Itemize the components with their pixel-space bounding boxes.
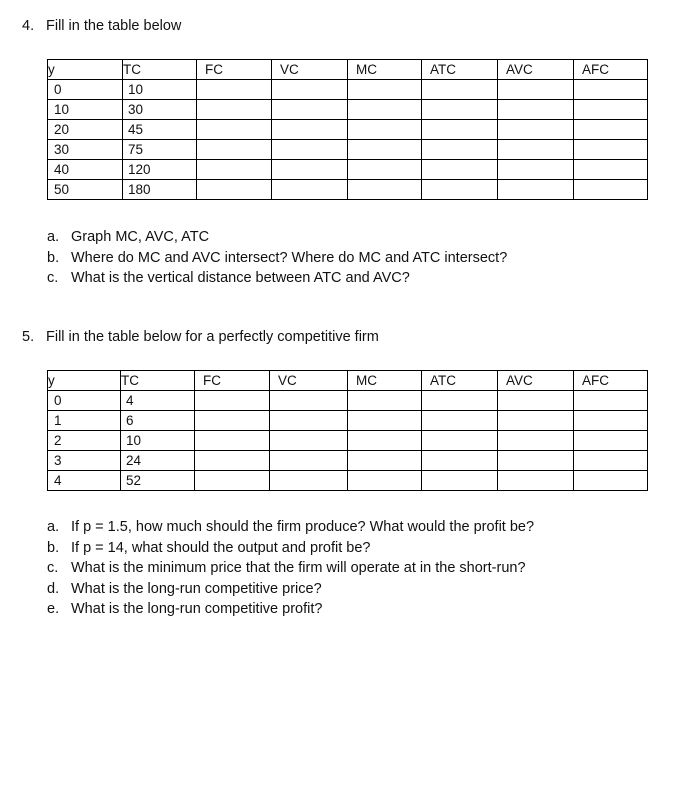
blank-cell (422, 140, 498, 160)
blank-cell (422, 451, 498, 471)
q5-title (22, 329, 379, 345)
blank-cell (272, 140, 348, 160)
column-header: AVC (498, 60, 574, 80)
blank-cell (574, 471, 648, 491)
blank-cell (422, 431, 498, 451)
blank-cell (272, 180, 348, 200)
blank-cell (348, 120, 422, 140)
blank-cell (348, 391, 422, 411)
blank-cell (498, 160, 574, 180)
column-header: y (48, 60, 123, 80)
blank-cell (422, 80, 498, 100)
table-row (48, 160, 648, 180)
question-part (47, 558, 534, 579)
q4-title-text: Fill in the table below (46, 18, 182, 34)
column-header: MC (348, 60, 422, 80)
q5-parts (47, 517, 534, 620)
blank-cell (574, 451, 648, 471)
blank-cell (498, 80, 574, 100)
q4-table-body (48, 60, 648, 200)
blank-cell (270, 391, 348, 411)
blank-cell (574, 391, 648, 411)
table-row (48, 391, 648, 411)
part-label: c. (47, 560, 59, 576)
blank-cell (422, 160, 498, 180)
blank-cell (348, 471, 422, 491)
question-part (47, 268, 507, 289)
tc-cell: 24 (121, 451, 195, 471)
blank-cell (498, 100, 574, 120)
blank-cell (574, 160, 648, 180)
column-header: VC (270, 371, 348, 391)
blank-cell (574, 80, 648, 100)
tc-cell: 6 (121, 411, 195, 431)
blank-cell (348, 451, 422, 471)
blank-cell (498, 140, 574, 160)
blank-cell (197, 140, 272, 160)
part-label: a. (47, 519, 60, 535)
blank-cell (272, 100, 348, 120)
blank-cell (498, 120, 574, 140)
column-header: MC (348, 371, 422, 391)
blank-cell (272, 160, 348, 180)
tc-cell: 120 (123, 160, 197, 180)
part-text: What is the vertical distance between ATC and AVC? (71, 270, 410, 286)
part-text: Graph MC, AVC, ATC (71, 229, 210, 245)
table-row (48, 411, 648, 431)
y-cell: 40 (48, 160, 123, 180)
table-row (48, 120, 648, 140)
blank-cell (574, 411, 648, 431)
column-header: TC (123, 60, 197, 80)
blank-cell (270, 431, 348, 451)
question-part (47, 599, 534, 620)
column-header: VC (272, 60, 348, 80)
blank-cell (272, 120, 348, 140)
blank-cell (197, 180, 272, 200)
part-text: If p = 14, what should the output and profit be? (71, 539, 371, 556)
part-label: b. (47, 539, 60, 556)
blank-cell (574, 140, 648, 160)
question-part (47, 248, 507, 269)
blank-cell (498, 411, 574, 431)
blank-cell (195, 431, 270, 451)
blank-cell (195, 451, 270, 471)
blank-cell (348, 80, 422, 100)
blank-cell (197, 80, 272, 100)
blank-cell (270, 451, 348, 471)
column-header: AVC (498, 371, 574, 391)
tc-cell: 10 (121, 431, 195, 451)
q4-parts (47, 227, 507, 289)
y-cell: 3 (48, 451, 121, 471)
part-label: a. (47, 229, 60, 245)
blank-cell (498, 391, 574, 411)
blank-cell (195, 411, 270, 431)
blank-cell (195, 391, 270, 411)
part-label: c. (47, 270, 59, 286)
y-cell: 0 (48, 80, 123, 100)
blank-cell (498, 431, 574, 451)
blank-cell (348, 100, 422, 120)
tc-cell: 52 (121, 471, 195, 491)
table-row (48, 100, 648, 120)
q5-header-row (48, 371, 648, 391)
column-header: AFC (574, 60, 648, 80)
part-text: What is the minimum price that the firm will operate at in the short-run? (71, 560, 526, 576)
y-cell: 10 (48, 100, 123, 120)
blank-cell (422, 411, 498, 431)
q5-title-text: Fill in the table below for a perfectly competitive firm (46, 329, 379, 345)
q4-number: 4. (22, 18, 35, 34)
q4-table (47, 59, 648, 200)
y-cell: 2 (48, 431, 121, 451)
column-header: ATC (422, 60, 498, 80)
q4-header-row (48, 60, 648, 80)
table-row (48, 451, 648, 471)
blank-cell (348, 140, 422, 160)
tc-cell: 4 (121, 391, 195, 411)
blank-cell (422, 180, 498, 200)
blank-cell (422, 120, 498, 140)
blank-cell (422, 471, 498, 491)
table-row (48, 431, 648, 451)
column-header: FC (197, 60, 272, 80)
table-row (48, 140, 648, 160)
blank-cell (574, 431, 648, 451)
y-cell: 20 (48, 120, 123, 140)
blank-cell (197, 120, 272, 140)
blank-cell (197, 100, 272, 120)
question-part (47, 227, 507, 248)
question-part (47, 579, 534, 600)
part-label: e. (47, 601, 60, 617)
column-header: TC (121, 371, 195, 391)
blank-cell (574, 180, 648, 200)
blank-cell (195, 471, 270, 491)
blank-cell (498, 471, 574, 491)
blank-cell (197, 160, 272, 180)
part-label: d. (47, 580, 60, 597)
blank-cell (574, 120, 648, 140)
part-text: If p = 1.5, how much should the firm produce? What would the profit be? (71, 519, 535, 535)
y-cell: 1 (48, 411, 121, 431)
table-row (48, 180, 648, 200)
y-cell: 50 (48, 180, 123, 200)
table-row (48, 80, 648, 100)
blank-cell (574, 100, 648, 120)
blank-cell (270, 471, 348, 491)
part-text: What is the long-run competitive profit? (71, 601, 323, 617)
q5-table (47, 370, 648, 491)
blank-cell (348, 160, 422, 180)
tc-cell: 30 (123, 100, 197, 120)
blank-cell (348, 180, 422, 200)
column-header: FC (195, 371, 270, 391)
column-header: AFC (574, 371, 648, 391)
blank-cell (272, 80, 348, 100)
tc-cell: 10 (123, 80, 197, 100)
y-cell: 30 (48, 140, 123, 160)
tc-cell: 45 (123, 120, 197, 140)
blank-cell (348, 411, 422, 431)
part-label: b. (47, 249, 60, 266)
blank-cell (422, 391, 498, 411)
blank-cell (422, 100, 498, 120)
column-header: y (48, 371, 121, 391)
blank-cell (498, 451, 574, 471)
q5-table-body (48, 371, 648, 491)
y-cell: 4 (48, 471, 121, 491)
tc-cell: 75 (123, 140, 197, 160)
blank-cell (270, 411, 348, 431)
question-part (47, 517, 534, 538)
tc-cell: 180 (123, 180, 197, 200)
q5-number: 5. (22, 329, 35, 345)
table-row (48, 471, 648, 491)
y-cell: 0 (48, 391, 121, 411)
q4-title (22, 18, 181, 34)
part-text: What is the long-run competitive price? (71, 580, 322, 597)
blank-cell (348, 431, 422, 451)
question-part (47, 538, 534, 559)
blank-cell (498, 180, 574, 200)
part-text: Where do MC and AVC intersect? Where do MC and ATC intersect? (71, 249, 508, 266)
column-header: ATC (422, 371, 498, 391)
